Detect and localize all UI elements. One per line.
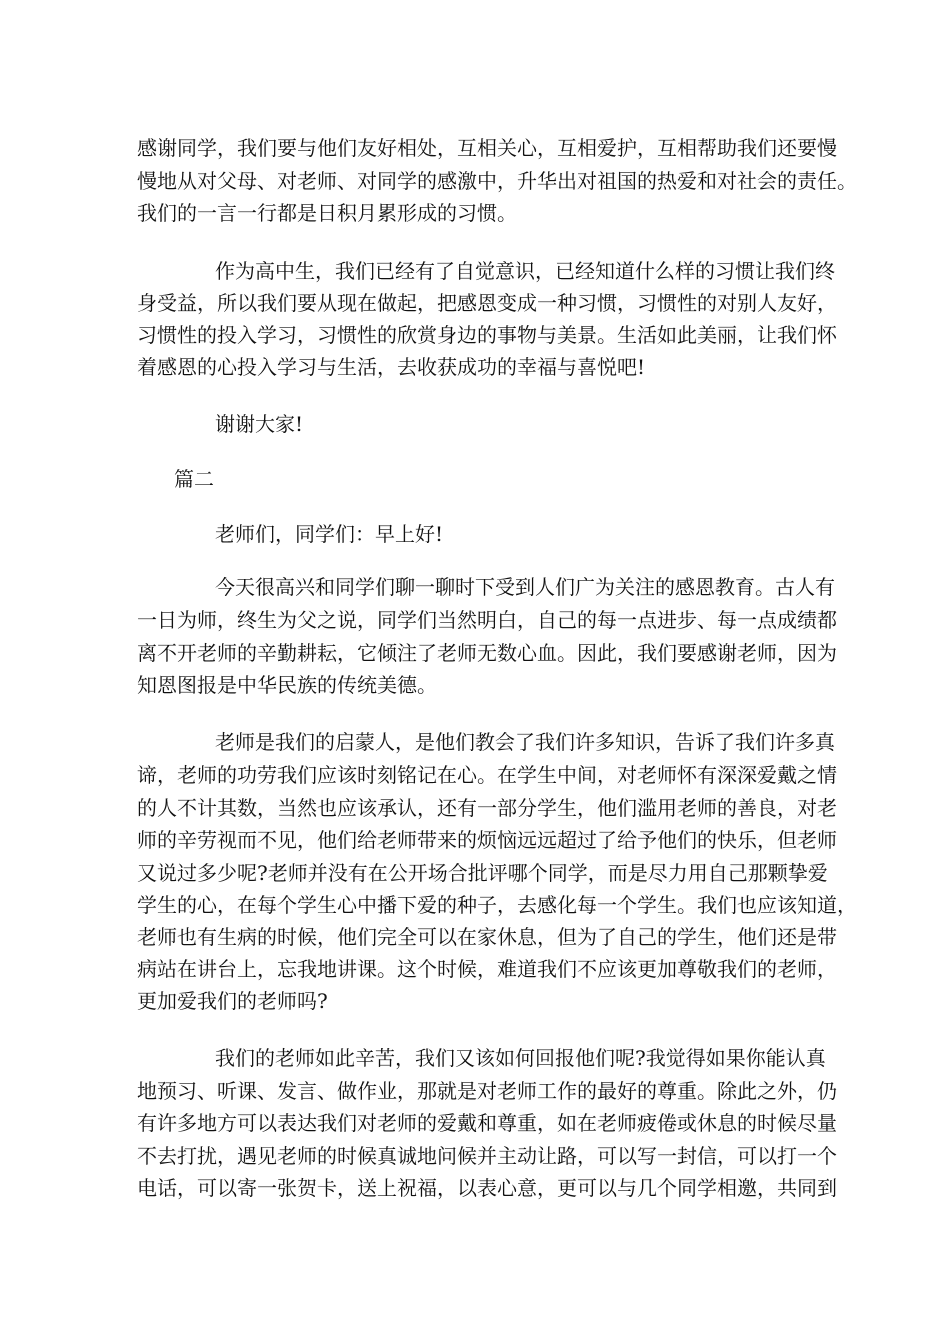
paragraph-line: 离不开老师的辛勤耕耘，它倾注了老师无数心血。因此，我们要感谢老师，因为 bbox=[137, 641, 837, 665]
paragraph-line: 不去打扰，遇见老师的时候真诚地问候并主动让路，可以写一封信，可以打一个 bbox=[137, 1144, 837, 1168]
paragraph-line: 电话，可以寄一张贺卡，送上祝福，以表心意，更可以与几个同学相邀，共同到 bbox=[137, 1176, 837, 1200]
paragraph-line: 我们的一言一行都是日积月累形成的习惯。 bbox=[137, 201, 517, 225]
paragraph-line: 师的辛劳视而不见，他们给老师带来的烦恼远远超过了给予他们的快乐，但老师 bbox=[137, 828, 837, 852]
paragraph-line: 慢地从对父母、对老师、对同学的感激中，升华出对祖国的热爱和对社会的责任。 bbox=[137, 169, 857, 193]
paragraph-line: 身受益，所以我们要从现在做起，把感恩变成一种习惯，习惯性的对别人友好， bbox=[137, 291, 837, 315]
paragraph-line: 的人不计其数，当然也应该承认，还有一部分学生，他们滥用老师的善良，对老 bbox=[137, 796, 837, 820]
closing-line: 谢谢大家! bbox=[215, 412, 304, 436]
paragraph-line: 老师也有生病的时候，他们完全可以在家休息，但为了自己的学生，他们还是带 bbox=[137, 925, 837, 949]
paragraph-line: 有许多地方可以表达我们对老师的爱戴和尊重，如在老师疲倦或休息的时候尽量 bbox=[137, 1111, 837, 1135]
paragraph-line: 谛，老师的功劳我们应该时刻铭记在心。在学生中间，对老师怀有深深爱戴之情 bbox=[137, 763, 837, 787]
greeting-line: 老师们，同学们：早上好! bbox=[215, 522, 444, 546]
section-heading: 篇二 bbox=[174, 467, 214, 491]
paragraph-line: 更加爱我们的老师吗? bbox=[137, 989, 328, 1013]
paragraph-line: 着感恩的心投入学习与生活，去收获成功的幸福与喜悦吧! bbox=[137, 355, 646, 379]
paragraph-line: 一日为师，终生为父之说，同学们当然明白，自己的每一点进步、每一点成绩都 bbox=[137, 608, 837, 632]
paragraph-line: 又说过多少呢?老师并没有在公开场合批评哪个同学，而是尽力用自己那颗挚爱 bbox=[137, 861, 828, 885]
paragraph-line: 作为高中生，我们已经有了自觉意识，已经知道什么样的习惯让我们终 bbox=[215, 259, 835, 283]
paragraph-line: 习惯性的投入学习，习惯性的欣赏身边的事物与美景。生活如此美丽，让我们怀 bbox=[137, 323, 837, 347]
paragraph-line: 感谢同学，我们要与他们友好相处，互相关心，互相爱护，互相帮助我们还要慢 bbox=[137, 136, 837, 160]
paragraph-line: 病站在讲台上，忘我地讲课。这个时候，难道我们不应该更加尊敬我们的老师， bbox=[137, 957, 837, 981]
paragraph-line: 我们的老师如此辛苦，我们又该如何回报他们呢?我觉得如果你能认真 bbox=[215, 1046, 826, 1070]
paragraph-line: 地预习、听课、发言、做作业，那就是对老师工作的最好的尊重。除此之外，仍 bbox=[137, 1079, 837, 1103]
paragraph-line: 老师是我们的启蒙人，是他们教会了我们许多知识，告诉了我们许多真 bbox=[215, 730, 835, 754]
paragraph-line: 知恩图报是中华民族的传统美德。 bbox=[137, 673, 437, 697]
paragraph-line: 今天很高兴和同学们聊一聊时下受到人们广为关注的感恩教育。古人有 bbox=[215, 575, 835, 599]
paragraph-line: 学生的心，在每个学生心中播下爱的种子，去感化每一个学生。我们也应该知道， bbox=[137, 893, 857, 917]
